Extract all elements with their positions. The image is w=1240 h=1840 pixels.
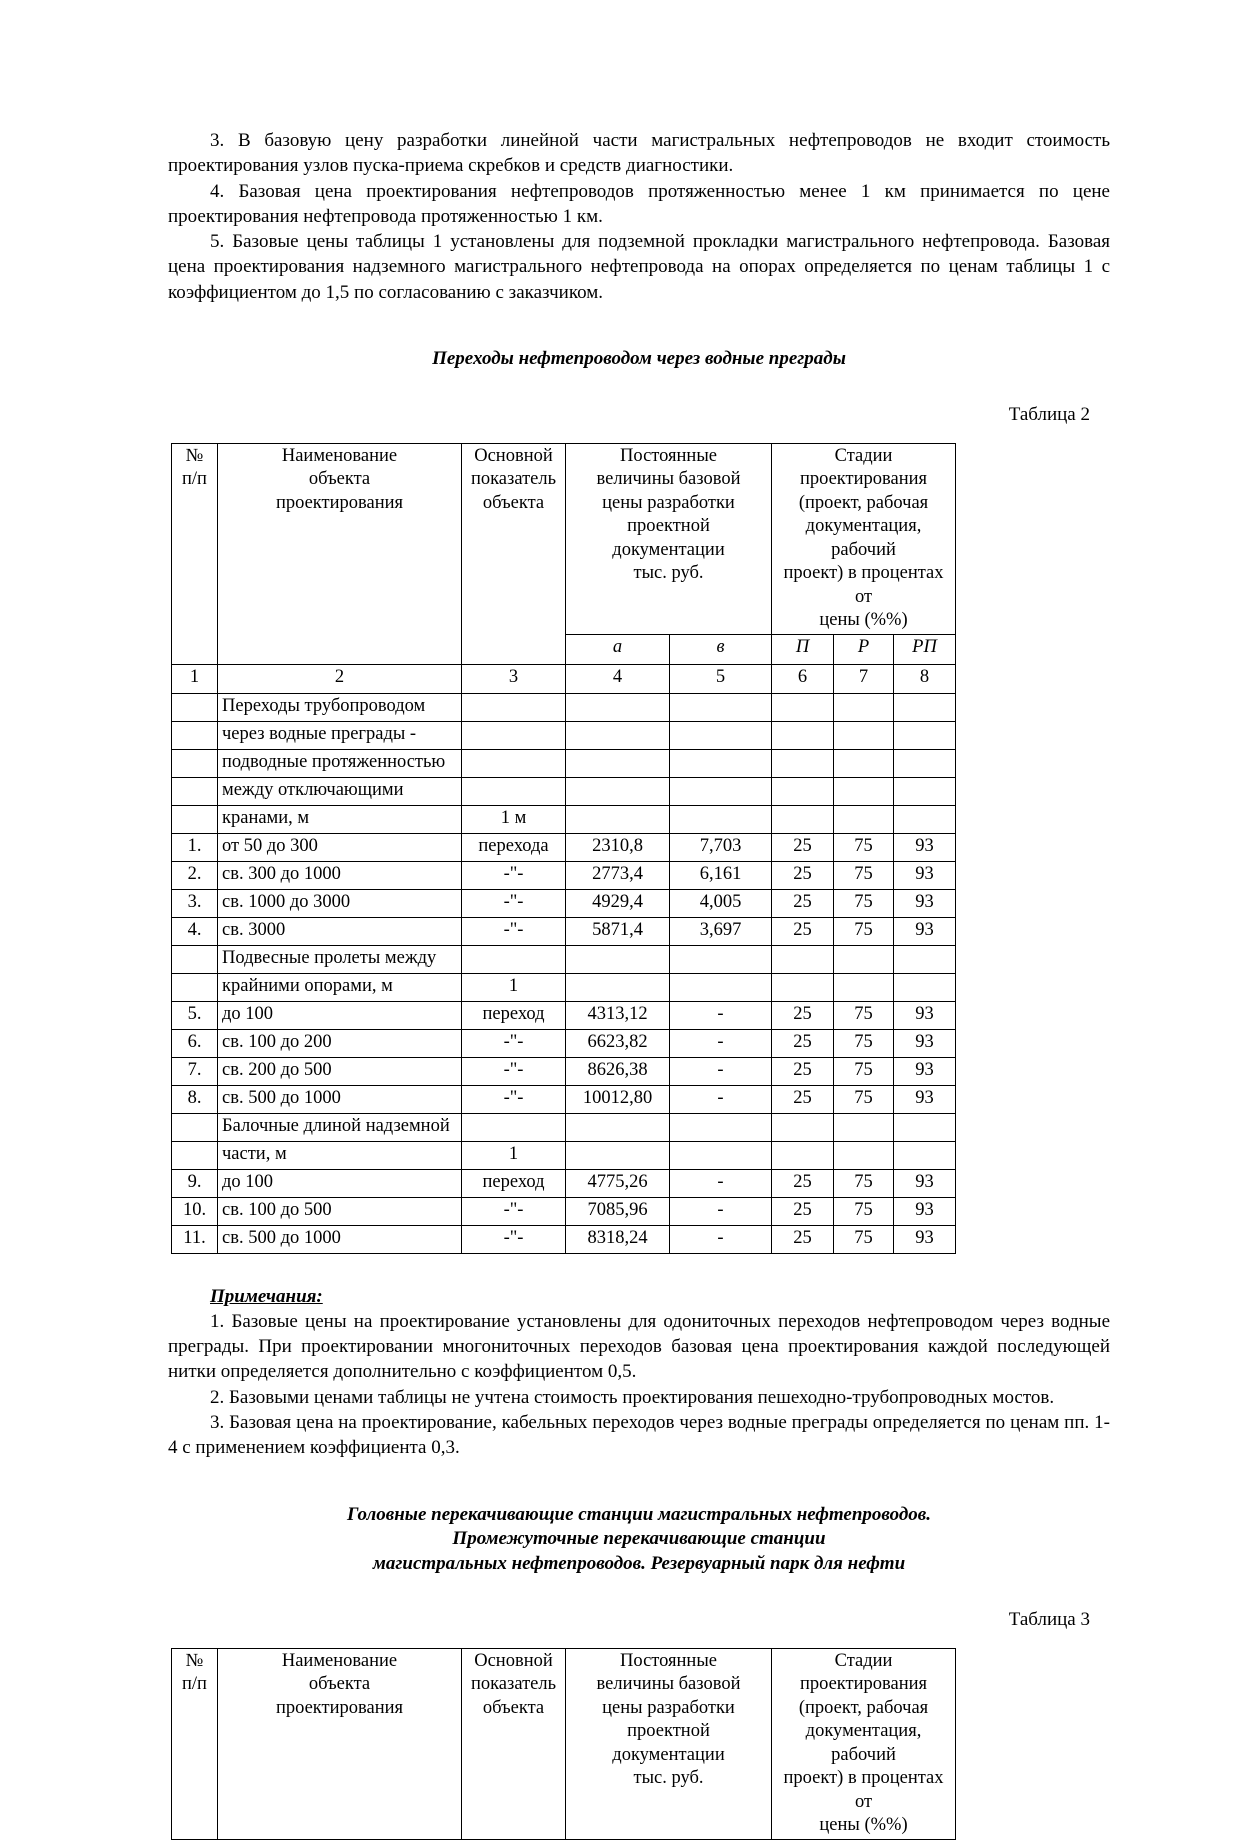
row-rp <box>894 721 956 749</box>
row-a: 8318,24 <box>566 1225 670 1253</box>
table-row <box>172 1169 956 1197</box>
intro-paragraph-5: 5. Базовые цены таблицы 1 установлены для подземной прокладки магистрального нефтепровода. Базовая цена проектирования надземного магистрального нефтепровода на опорах определяется по ценам таблицы 1 с коэффициентом до 1,5 по согласованию с заказчиком. <box>168 231 1110 303</box>
table-row <box>172 1029 956 1057</box>
table-row <box>172 889 956 917</box>
row-rp <box>894 1141 956 1169</box>
table2-header-row <box>172 443 956 634</box>
row-rp <box>894 749 956 777</box>
table2-head <box>172 443 956 693</box>
notes-heading <box>168 1284 1110 1309</box>
row-rp: 93 <box>894 833 956 861</box>
header-name: Наименование объекта проектирования <box>218 443 462 664</box>
row-a <box>566 1113 670 1141</box>
subheader-r: Р <box>834 634 894 664</box>
header-price: Постоянные величины базовой цены разработки проектной документации тыс. руб. <box>566 443 772 634</box>
group3-unit-line1: 1 <box>462 1141 566 1169</box>
row-r: 75 <box>834 1001 894 1029</box>
row-r <box>834 721 894 749</box>
note-item-3: 3. Базовая цена на проектирование, кабельных переходов через водные преграды определяется по ценам пп. 1-4 с применением коэффициента 0,3. <box>168 1412 1110 1459</box>
table-row <box>172 749 956 777</box>
row-p: 25 <box>772 917 834 945</box>
row-rp: 93 <box>894 1029 956 1057</box>
group1-label-line4: между отключающими <box>218 777 462 805</box>
table2-title: Переходы нефтепроводом через водные преграды <box>432 347 846 369</box>
group1-label-line3: подводные протяженностью <box>218 749 462 777</box>
table3-title-line2: Промежуточные перекачивающие станции <box>452 1528 826 1550</box>
row-rp: 93 <box>894 1085 956 1113</box>
row-rp: 93 <box>894 1169 956 1197</box>
group2-label-line2: крайними опорами, м <box>218 973 462 1001</box>
row-indicator <box>462 1113 566 1141</box>
row-num: 4. <box>172 917 218 945</box>
row-v: - <box>670 1029 772 1057</box>
row-r <box>834 973 894 1001</box>
row-v <box>670 749 772 777</box>
header-price: Постоянные величины базовой цены разработки проектной документации тыс. руб. <box>566 1648 772 1839</box>
row-num <box>172 945 218 973</box>
row-num: 8. <box>172 1085 218 1113</box>
row-p <box>772 805 834 833</box>
table3-title-line1: Головные перекачивающие станции магистральных нефтепроводов. <box>346 1503 932 1525</box>
row-r <box>834 805 894 833</box>
row-r: 75 <box>834 1057 894 1085</box>
table-row <box>172 973 956 1001</box>
row-p: 25 <box>772 1057 834 1085</box>
table-row <box>172 1057 956 1085</box>
row-indicator <box>462 945 566 973</box>
row-name: св. 3000 <box>218 917 462 945</box>
colnum-1: 1 <box>172 664 218 693</box>
row-indicator: -"- <box>462 1029 566 1057</box>
row-rp <box>894 805 956 833</box>
row-indicator: -"- <box>462 1057 566 1085</box>
group1-label-line1: Переходы трубопроводом <box>218 693 462 721</box>
row-rp <box>894 1113 956 1141</box>
row-r <box>834 749 894 777</box>
row-name: от 50 до 300 <box>218 833 462 861</box>
row-a <box>566 749 670 777</box>
row-num: 11. <box>172 1225 218 1253</box>
row-v: - <box>670 1225 772 1253</box>
row-r: 75 <box>834 1085 894 1113</box>
row-name: св. 500 до 1000 <box>218 1225 462 1253</box>
row-a: 8626,38 <box>566 1057 670 1085</box>
row-p: 25 <box>772 1169 834 1197</box>
row-r: 75 <box>834 1225 894 1253</box>
header-name: Наименование объекта проектирования <box>218 1648 462 1839</box>
row-a: 5871,4 <box>566 917 670 945</box>
group3-label-line1: Балочные длиной надземной <box>218 1113 462 1141</box>
row-v: 3,697 <box>670 917 772 945</box>
row-num <box>172 721 218 749</box>
spacer <box>168 305 1110 347</box>
row-p <box>772 777 834 805</box>
header-num: № п/п <box>172 1648 218 1839</box>
table-row <box>172 1197 956 1225</box>
colnum-7: 7 <box>834 664 894 693</box>
row-name: св. 100 до 200 <box>218 1029 462 1057</box>
row-indicator: -"- <box>462 1085 566 1113</box>
row-v: 6,161 <box>670 861 772 889</box>
row-a: 2310,8 <box>566 833 670 861</box>
table-row <box>172 945 956 973</box>
group3-unit-line2: переход <box>462 1169 566 1197</box>
row-v: - <box>670 1001 772 1029</box>
row-rp: 93 <box>894 861 956 889</box>
row-p <box>772 1141 834 1169</box>
row-p: 25 <box>772 889 834 917</box>
row-r: 75 <box>834 1169 894 1197</box>
row-num <box>172 1141 218 1169</box>
row-name: св. 500 до 1000 <box>218 1085 462 1113</box>
colnum-3: 3 <box>462 664 566 693</box>
row-v <box>670 805 772 833</box>
subheader-v: в <box>670 634 772 664</box>
row-v: - <box>670 1197 772 1225</box>
row-num <box>172 805 218 833</box>
row-rp <box>894 693 956 721</box>
row-rp: 93 <box>894 1001 956 1029</box>
table-row <box>172 917 956 945</box>
row-a <box>566 973 670 1001</box>
row-num: 2. <box>172 861 218 889</box>
colnum-4: 4 <box>566 664 670 693</box>
note-item-2: 2. Базовыми ценами таблицы не учтена стоимость проектирования пешеходно-трубопроводных мостов. <box>210 1386 1055 1408</box>
colnum-5: 5 <box>670 664 772 693</box>
intro-paragraph-4: 4. Базовая цена проектирования нефтепроводов протяженностью менее 1 км принимается по цене проектирования нефтепровода протяженностью 1 км. <box>168 180 1110 227</box>
table-row <box>172 1085 956 1113</box>
row-indicator <box>462 721 566 749</box>
row-name: до 100 <box>218 1001 462 1029</box>
row-v <box>670 721 772 749</box>
table3-caption: Таблица 3 <box>1008 1608 1090 1630</box>
row-indicator <box>462 749 566 777</box>
row-r <box>834 777 894 805</box>
header-indicator: Основной показатель объекта <box>462 443 566 664</box>
row-indicator: -"- <box>462 1225 566 1253</box>
group2-label-line1: Подвесные пролеты между <box>218 945 462 973</box>
table-row <box>172 1113 956 1141</box>
row-name: св. 100 до 500 <box>218 1197 462 1225</box>
row-rp: 93 <box>894 1057 956 1085</box>
row-rp: 93 <box>894 889 956 917</box>
table2-caption: Таблица 2 <box>1008 403 1090 425</box>
row-a <box>566 805 670 833</box>
row-indicator: -"- <box>462 889 566 917</box>
row-r: 75 <box>834 889 894 917</box>
table3-head <box>172 1648 956 1839</box>
colnum-8: 8 <box>894 664 956 693</box>
row-indicator: -"- <box>462 917 566 945</box>
row-r <box>834 945 894 973</box>
table3-title <box>168 1503 1110 1577</box>
subheader-p: П <box>772 634 834 664</box>
table-row <box>172 1001 956 1029</box>
row-v <box>670 1113 772 1141</box>
row-r: 75 <box>834 1197 894 1225</box>
row-p: 25 <box>772 1029 834 1057</box>
table2-colnum-row <box>172 664 956 693</box>
row-p <box>772 749 834 777</box>
row-v: 7,703 <box>670 833 772 861</box>
table-row <box>172 1141 956 1169</box>
row-name: св. 200 до 500 <box>218 1057 462 1085</box>
row-r: 75 <box>834 917 894 945</box>
row-rp <box>894 945 956 973</box>
row-v: - <box>670 1057 772 1085</box>
row-v <box>670 973 772 1001</box>
row-p <box>772 1113 834 1141</box>
header-indicator: Основной показатель объекта <box>462 1648 566 1839</box>
row-v <box>670 777 772 805</box>
spacer <box>168 1461 1110 1503</box>
table-row <box>172 1225 956 1253</box>
row-v: - <box>670 1085 772 1113</box>
row-r <box>834 1113 894 1141</box>
table2 <box>171 443 956 1254</box>
table-row <box>172 777 956 805</box>
group2-unit-line1: 1 <box>462 973 566 1001</box>
row-num: 1. <box>172 833 218 861</box>
notes-block <box>168 1284 1110 1461</box>
intro-paragraph-3: 3. В базовую цену разработки линейной части магистральных нефтепроводов не входит стоимость проектирования узлов пуска-приема скребков и средств диагностики. <box>168 130 1110 177</box>
row-rp <box>894 777 956 805</box>
row-num <box>172 1113 218 1141</box>
row-num: 9. <box>172 1169 218 1197</box>
row-p <box>772 945 834 973</box>
row-a: 10012,80 <box>566 1085 670 1113</box>
group1-unit-line1: 1 м <box>462 805 566 833</box>
row-a <box>566 777 670 805</box>
note-item-1: 1. Базовые цены на проектирование установлены для одониточных переходов нефтепроводом через водные преграды. При проектировании многониточных переходов базовая цена проектирования каждой последующей нитки определяется дополнительно с коэффициентом 0,5. <box>168 1310 1110 1383</box>
row-name: св. 300 до 1000 <box>218 861 462 889</box>
spacer <box>168 1632 1110 1648</box>
row-r: 75 <box>834 833 894 861</box>
group2-unit-line2: переход <box>462 1001 566 1029</box>
table3 <box>171 1648 956 1840</box>
row-a <box>566 721 670 749</box>
subheader-rp: РП <box>894 634 956 664</box>
row-v <box>670 945 772 973</box>
table3-header-row <box>172 1648 956 1839</box>
row-a: 4313,12 <box>566 1001 670 1029</box>
row-a: 4775,26 <box>566 1169 670 1197</box>
row-a <box>566 1141 670 1169</box>
row-rp <box>894 973 956 1001</box>
row-p: 25 <box>772 833 834 861</box>
row-indicator <box>462 693 566 721</box>
row-rp: 93 <box>894 917 956 945</box>
row-rp: 93 <box>894 1197 956 1225</box>
row-num: 5. <box>172 1001 218 1029</box>
row-num <box>172 777 218 805</box>
row-r: 75 <box>834 861 894 889</box>
table2-body <box>172 693 956 1253</box>
row-a: 6623,82 <box>566 1029 670 1057</box>
table-row <box>172 693 956 721</box>
row-r: 75 <box>834 1029 894 1057</box>
row-num: 10. <box>172 1197 218 1225</box>
row-a: 4929,4 <box>566 889 670 917</box>
row-num: 3. <box>172 889 218 917</box>
row-p <box>772 973 834 1001</box>
row-num <box>172 693 218 721</box>
header-stages: Стадии проектирования (проект, рабочая документация, рабочий проект) в процентах от цены (%%) <box>772 443 956 634</box>
row-indicator <box>462 777 566 805</box>
row-p <box>772 721 834 749</box>
spacer <box>168 427 1110 443</box>
row-num <box>172 749 218 777</box>
row-v <box>670 1141 772 1169</box>
row-name: св. 1000 до 3000 <box>218 889 462 917</box>
group1-label-line2: через водные преграды - <box>218 721 462 749</box>
row-r <box>834 693 894 721</box>
colnum-2: 2 <box>218 664 462 693</box>
row-indicator: -"- <box>462 861 566 889</box>
row-a: 2773,4 <box>566 861 670 889</box>
row-a <box>566 693 670 721</box>
table-row <box>172 721 956 749</box>
group3-label-line2: части, м <box>218 1141 462 1169</box>
subheader-a: а <box>566 634 670 664</box>
colnum-6: 6 <box>772 664 834 693</box>
row-indicator: -"- <box>462 1197 566 1225</box>
table3-title-line3: магистральных нефтепроводов. Резервуарный парк для нефти <box>372 1552 906 1574</box>
row-name: до 100 <box>218 1169 462 1197</box>
row-num <box>172 973 218 1001</box>
row-v <box>670 693 772 721</box>
notes-heading-text: Примечания: <box>210 1285 323 1307</box>
row-rp: 93 <box>894 1225 956 1253</box>
table-row <box>172 833 956 861</box>
row-p: 25 <box>772 1197 834 1225</box>
spacer <box>168 372 1110 402</box>
intro-block <box>168 128 1110 305</box>
header-stages: Стадии проектирования (проект, рабочая документация, рабочий проект) в процентах от цены (%%) <box>772 1648 956 1839</box>
row-p: 25 <box>772 1225 834 1253</box>
header-num: № п/п <box>172 443 218 664</box>
row-a: 7085,96 <box>566 1197 670 1225</box>
row-num: 7. <box>172 1057 218 1085</box>
spacer <box>168 1254 1110 1284</box>
row-p <box>772 693 834 721</box>
spacer <box>168 1577 1110 1607</box>
row-num: 6. <box>172 1029 218 1057</box>
table-row <box>172 805 956 833</box>
group1-unit-line2: перехода <box>462 833 566 861</box>
row-v: - <box>670 1169 772 1197</box>
table-row <box>172 861 956 889</box>
row-p: 25 <box>772 861 834 889</box>
row-r <box>834 1141 894 1169</box>
row-a <box>566 945 670 973</box>
row-v: 4,005 <box>670 889 772 917</box>
row-p: 25 <box>772 1001 834 1029</box>
row-p: 25 <box>772 1085 834 1113</box>
group1-label-line5: кранами, м <box>218 805 462 833</box>
